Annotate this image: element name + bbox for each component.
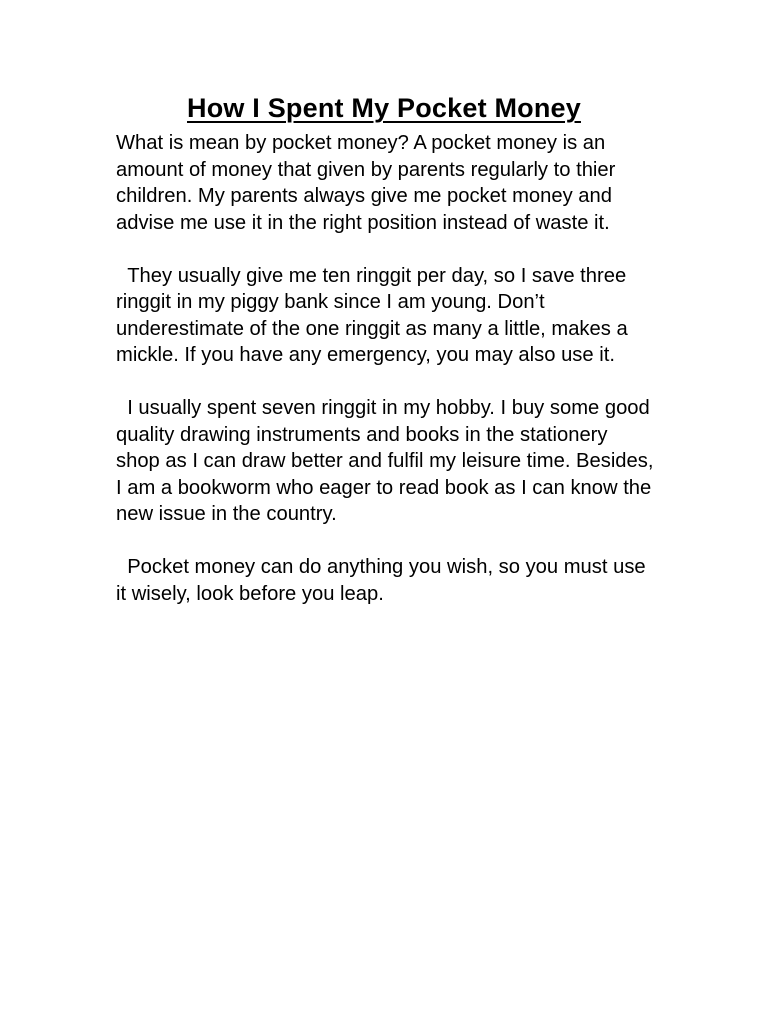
- essay-body: [116, 130, 660, 607]
- paragraph-conclusion: Pocket money can do anything you wish, so you must use it wisely, look before you leap.: [116, 556, 652, 605]
- paragraph-saving: They usually give me ten ringgit per day, so I save three ringgit in my piggy bank since I am young. Don’t underestimate of the one ringgit as many a little, makes a mickle. If you have any emergency, you may also use it.: [116, 264, 634, 366]
- paragraph-hobby: I usually spent seven ringgit in my hobby. I buy some good quality drawing instruments and books in the stationery shop as I can draw better and fulfil my leisure time. Besides, I am a bookworm who eager to read book as I can know the new issue in the country.: [116, 397, 660, 525]
- paragraph-intro: What is mean by pocket money? A pocket money is an amount of money that given by parents regularly to thier children. My parents always give me pocket money and advise me use it in the right position instead of waste it.: [116, 132, 621, 234]
- document-title: How I Spent My Pocket Money: [187, 93, 581, 123]
